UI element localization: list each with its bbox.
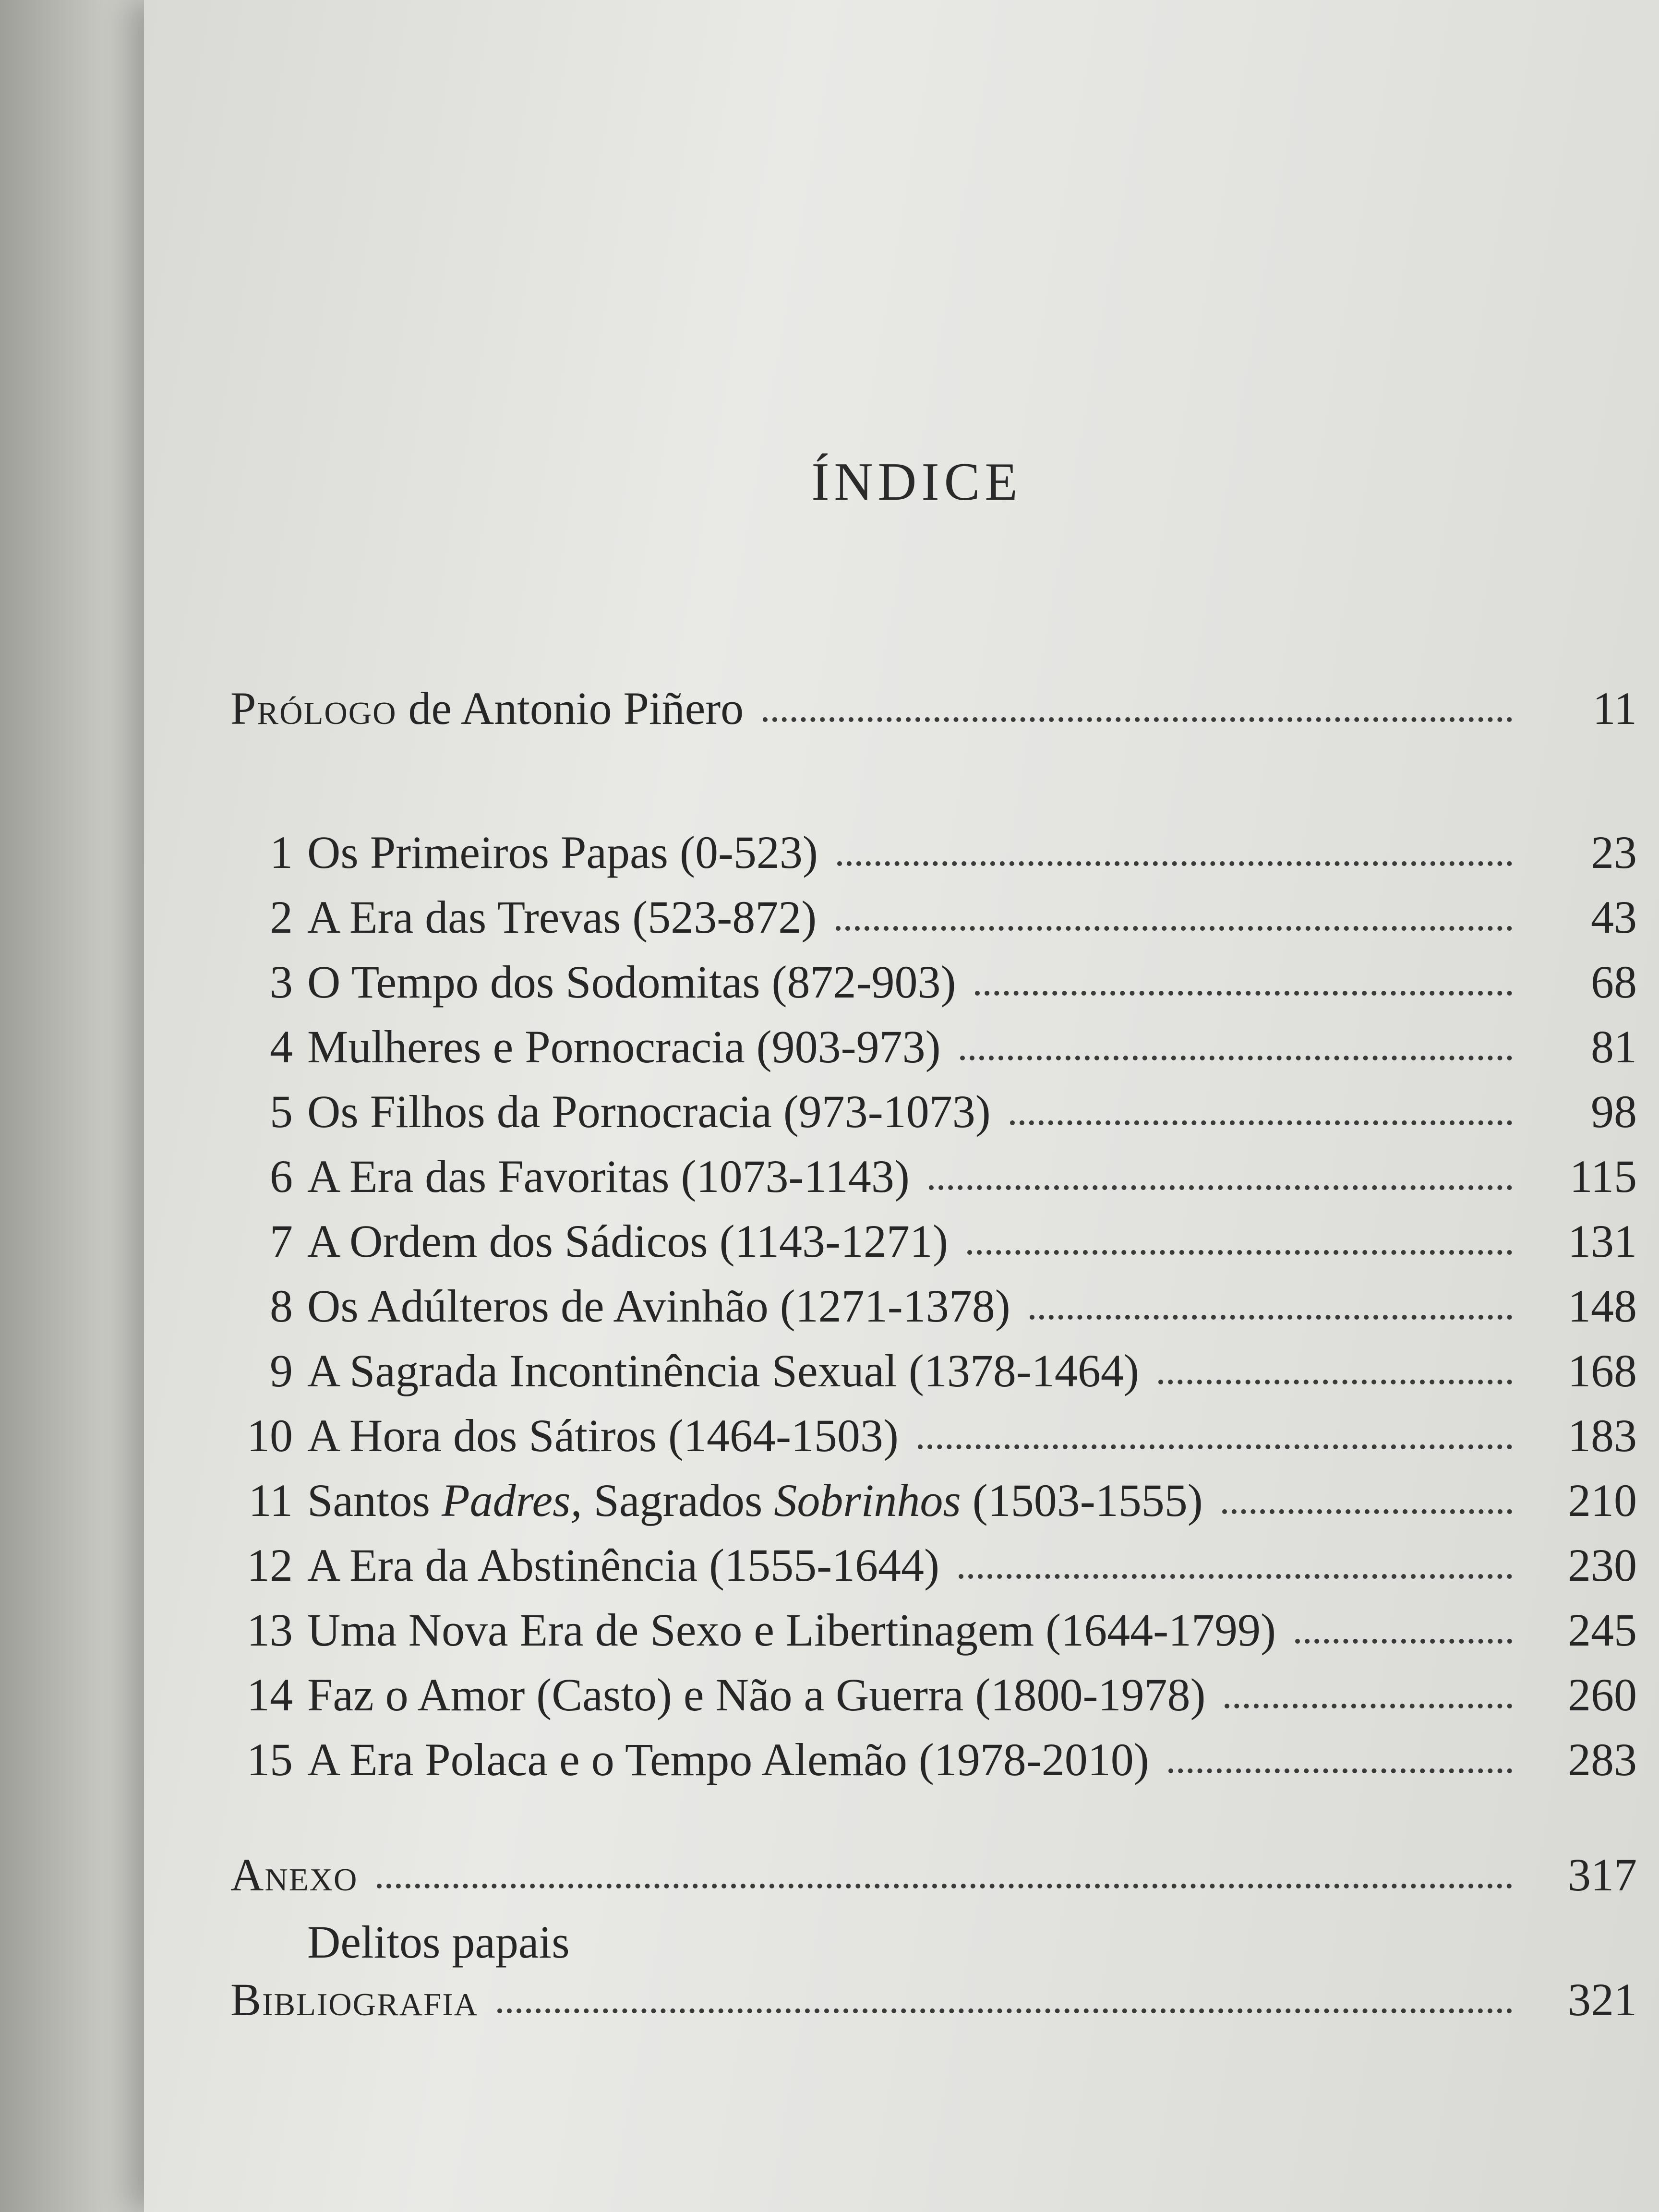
- dot-leader: [1010, 1120, 1512, 1125]
- toc-page-number: 321: [1568, 1974, 1637, 2025]
- toc-page-number: 98: [1591, 1086, 1637, 1137]
- chapter-title: A Era da Abstinência (1555-1644): [307, 1539, 939, 1591]
- chapter-title: A Era Polaca e o Tempo Alemão (1978-2010): [307, 1734, 1149, 1785]
- toc-page-number: 81: [1591, 1021, 1637, 1072]
- dot-leader: [763, 717, 1512, 722]
- toc-entry-bibliography: [230, 1973, 1637, 2026]
- chapter-title: Os Primeiros Papas (0-523): [307, 827, 818, 878]
- toc-entry-chapter-10: [230, 1409, 1637, 1462]
- chapter-title: [307, 1474, 1203, 1527]
- toc-page-number: 317: [1568, 1849, 1637, 1900]
- chapter-title: A Ordem dos Sádicos (1143-1271): [307, 1215, 948, 1267]
- toc-entry-chapter-12: [230, 1539, 1637, 1591]
- toc-entry-prologue: [230, 682, 1637, 734]
- chapter-number: 11: [248, 1475, 293, 1526]
- toc-page-number: 148: [1568, 1280, 1637, 1332]
- chapter-number: 7: [270, 1215, 293, 1267]
- chapter-title: A Hora dos Sátiros (1464-1503): [307, 1410, 899, 1461]
- chapter-title: Uma Nova Era de Sexo e Libertinagem (1644-1799): [307, 1604, 1276, 1656]
- toc-entry-chapter-9: [230, 1344, 1637, 1397]
- chapter-number: 10: [247, 1410, 293, 1461]
- toc-entry-chapter-3: [230, 955, 1637, 1008]
- chapter-title-part: Santos: [307, 1475, 442, 1526]
- chapter-number: 13: [247, 1604, 293, 1656]
- chapter-title: A Era das Favoritas (1073-1143): [307, 1151, 910, 1202]
- dot-leader: [1295, 1638, 1512, 1644]
- chapter-title: O Tempo dos Sodomitas (872-903): [307, 956, 956, 1008]
- chapter-title: A Era das Trevas (523-872): [307, 891, 817, 943]
- toc-entry-chapter-4: [230, 1020, 1637, 1073]
- chapter-number: 6: [270, 1151, 293, 1202]
- toc-page-number: 43: [1591, 891, 1637, 943]
- toc-entry-chapter-11: [230, 1474, 1637, 1527]
- prologue-label: Prólogo: [230, 683, 397, 734]
- toc-entry-chapter-15: [230, 1733, 1637, 1786]
- toc-entry-chapter-1: [230, 826, 1637, 878]
- dot-leader: [967, 1250, 1512, 1255]
- dot-leader: [1158, 1379, 1512, 1384]
- toc-entry-chapter-5: [230, 1085, 1637, 1138]
- dot-leader: [959, 1574, 1512, 1579]
- dot-leader: [960, 1055, 1512, 1060]
- toc-page-number: 11: [1592, 683, 1637, 734]
- prologue-author: de Antonio Piñero: [397, 683, 744, 734]
- toc-entry-chapter-6: [230, 1150, 1637, 1202]
- dot-leader: [497, 2008, 1512, 2013]
- page-title: ÍNDICE: [811, 452, 1022, 512]
- toc-page-number: 210: [1568, 1475, 1637, 1526]
- dot-leader: [1225, 1703, 1512, 1708]
- toc-page-number: 260: [1568, 1669, 1637, 1720]
- toc-page-number: 115: [1569, 1151, 1637, 1202]
- toc-entry-chapter-14: [230, 1668, 1637, 1721]
- dot-leader: [918, 1444, 1512, 1449]
- chapter-title: Mulheres e Pornocracia (903-973): [307, 1021, 941, 1072]
- dot-leader: [929, 1185, 1512, 1190]
- toc-page-number: 68: [1591, 956, 1637, 1008]
- dot-leader: [1168, 1768, 1512, 1773]
- toc-entry-title: [230, 682, 744, 735]
- chapter-title-part: Sagrados: [582, 1475, 774, 1526]
- toc-page-number: 23: [1591, 827, 1637, 878]
- dot-leader: [975, 990, 1512, 996]
- annex-subentry: Delitos papais: [307, 1916, 570, 1968]
- toc-entry-chapter-2: [230, 890, 1637, 943]
- chapter-number: 2: [270, 891, 293, 943]
- chapter-number: 9: [270, 1345, 293, 1396]
- chapter-number: 1: [270, 827, 293, 878]
- dot-leader: [1222, 1509, 1512, 1514]
- chapter-title-part: (1503-1555): [961, 1475, 1203, 1526]
- toc-page-number: 168: [1568, 1345, 1637, 1396]
- chapter-title: A Sagrada Incontinência Sexual (1378-1464): [307, 1345, 1139, 1396]
- chapter-number: 8: [270, 1280, 293, 1332]
- dot-leader: [836, 926, 1512, 931]
- toc-page-number: 183: [1568, 1410, 1637, 1461]
- chapter-title: Os Adúlteros de Avinhão (1271-1378): [307, 1280, 1010, 1332]
- dot-leader: [837, 861, 1512, 866]
- dot-leader: [377, 1883, 1512, 1888]
- chapter-number: 15: [247, 1734, 293, 1785]
- toc-entry-chapter-13: [230, 1603, 1637, 1656]
- chapter-number: 12: [247, 1539, 293, 1591]
- chapter-title-italic: Sobrinhos: [774, 1475, 961, 1526]
- chapter-title: Faz o Amor (Casto) e Não a Guerra (1800-1978): [307, 1669, 1206, 1720]
- chapter-number: 5: [270, 1086, 293, 1137]
- toc-entry-annex: [230, 1848, 1637, 1901]
- chapter-title: Os Filhos da Pornocracia (973-1073): [307, 1086, 991, 1137]
- toc-entry-chapter-8: [230, 1279, 1637, 1332]
- toc-page-number: 131: [1568, 1215, 1637, 1267]
- chapter-number: 3: [270, 956, 293, 1008]
- dot-leader: [1030, 1314, 1512, 1320]
- toc-page-number: 230: [1568, 1539, 1637, 1591]
- annex-label: Anexo: [230, 1849, 358, 1900]
- toc-page-number: 245: [1568, 1604, 1637, 1656]
- toc-entry-chapter-7: [230, 1214, 1637, 1267]
- chapter-number: 14: [247, 1669, 293, 1720]
- bibliography-label: Bibliografia: [230, 1974, 479, 2025]
- toc-page-number: 283: [1568, 1734, 1637, 1785]
- chapter-number: 4: [270, 1021, 293, 1072]
- chapter-title-italic: Padres,: [442, 1475, 582, 1526]
